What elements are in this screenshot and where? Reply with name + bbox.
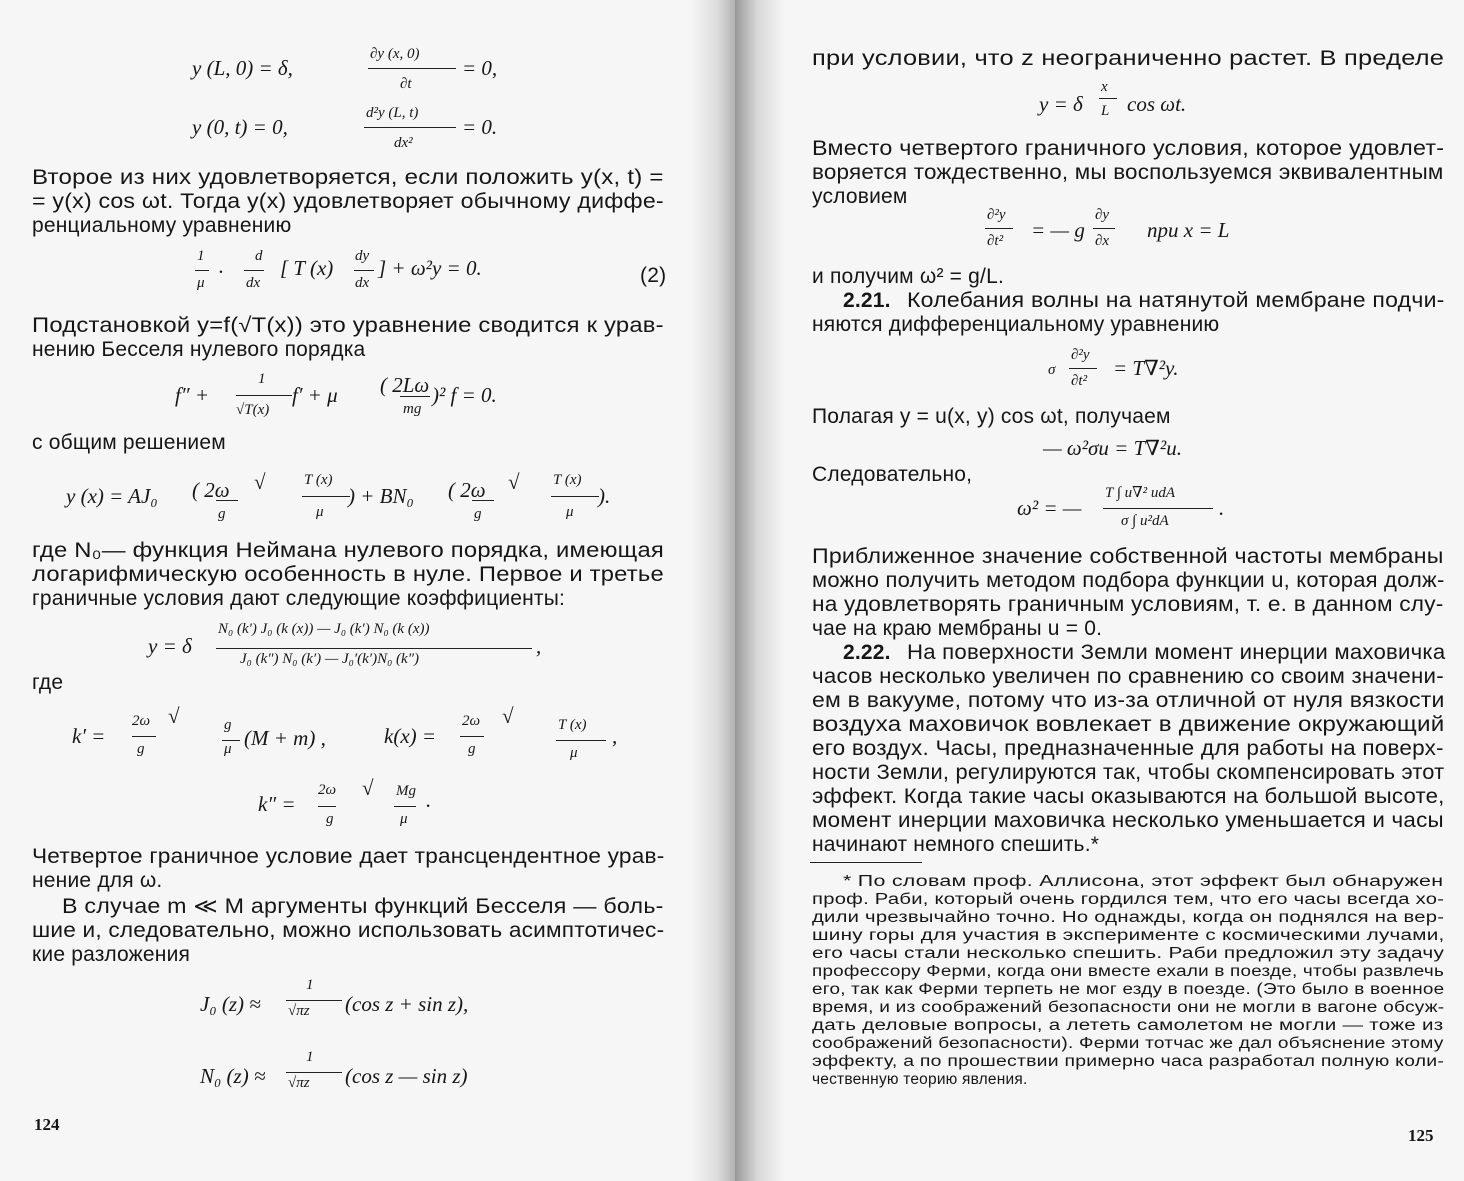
- body-line: часов несколько увеличен по сравнению со своим значени-: [812, 665, 1444, 688]
- equation-fragment: f″ +: [175, 383, 210, 407]
- body-line: Колебания волны на натянутой мембране подчи-: [907, 289, 1445, 312]
- fraction-bar: [354, 270, 374, 271]
- equation-fragment: J₀ (z) ≈: [200, 992, 261, 1016]
- footnote-line: его часы стали несколько спешить. Раби предложил эту задачу: [812, 945, 1445, 962]
- equation-fragment: — ω²σu = T∇²u.: [1043, 436, 1182, 460]
- body-line: и получим ω² = g/L.: [812, 265, 1005, 288]
- equation-fragment: k′ =: [72, 724, 106, 748]
- equation-fragment: 2ω: [318, 782, 337, 798]
- fraction-bar: [302, 496, 350, 497]
- equation-fragment: ) + BN₀: [348, 484, 414, 508]
- body-line: эффект. Когда такие часы оказываются на большой высоте,: [812, 785, 1445, 808]
- equation-fragment: d²y (L, t): [366, 105, 419, 121]
- equation-fragment: ∂x: [1095, 233, 1110, 249]
- equation-fragment: )² f = 0.: [432, 383, 497, 407]
- body-line: На поверхности Земли момент инерции маховичка: [907, 641, 1446, 664]
- equation-fragment: T ∫ u∇² udA: [1105, 485, 1176, 501]
- body-line: Приближенное значение собственной частоты мембраны: [812, 545, 1444, 568]
- equation-fragment: √πz: [288, 1003, 310, 1019]
- footnote-line: * По словам проф. Аллисона, этот эффект был обнаружен: [843, 873, 1444, 890]
- equation-fragment: σ ∫ u²dA: [1121, 513, 1169, 529]
- equation-fragment: ] + ω²y = 0.: [378, 256, 482, 280]
- equation-fragment: T (x): [304, 472, 333, 488]
- body-line: где: [32, 671, 64, 694]
- equation-fragment: μ: [316, 504, 324, 520]
- equation-fragment: μ: [566, 504, 574, 520]
- fraction-bar: [236, 395, 292, 396]
- fraction-bar: [472, 500, 494, 501]
- equation-fragment: y (L, 0) = δ,: [192, 56, 293, 80]
- equation-fragment: g: [224, 717, 232, 733]
- equation-fragment: 1: [306, 977, 314, 993]
- equation-fragment: g: [326, 811, 334, 827]
- gutter-shadow-left: [690, 0, 735, 1181]
- equation-fragment: ∂t: [400, 76, 412, 92]
- body-line: Второе из них удовлетворяется, если положить y(x, t) =: [32, 166, 664, 189]
- fraction-bar: [1069, 368, 1097, 369]
- equation-fragment: μ: [570, 745, 578, 761]
- equation-fragment: (cos z — sin z): [345, 1064, 468, 1088]
- fraction-bar: [1103, 508, 1213, 509]
- equation-fragment: = — g: [1031, 218, 1085, 242]
- equation-fragment: 1: [306, 1049, 314, 1065]
- body-line: условием: [812, 185, 908, 208]
- fraction-bar: [195, 270, 209, 271]
- equation-number: (2): [640, 264, 667, 287]
- body-line: Четвертое граничное условие дает трансцендентное урав-: [32, 845, 665, 868]
- equation-fragment: = T∇²y.: [1113, 356, 1179, 380]
- fraction-bar: [222, 740, 240, 741]
- body-line: Подстановкой y=f(√T(x)) это уравнение сводится к урав-: [32, 314, 664, 337]
- fraction-bar: [364, 127, 456, 128]
- equation-fragment: ,: [612, 724, 618, 748]
- equation-fragment: y (x) = AJ₀: [66, 484, 158, 508]
- equation-fragment: T (x): [553, 472, 582, 488]
- equation-fragment: y = δ: [1039, 92, 1083, 116]
- footnote-line: профессору Ферми, когда они вместе ехали в поезде, чтобы развлечь: [812, 963, 1445, 980]
- body-line: его воздух. Часы, предназначенные для работы на поверх-: [812, 737, 1444, 760]
- problem-number: 2.22.: [843, 641, 891, 664]
- fraction-bar: [318, 806, 336, 807]
- equation-fragment: g: [474, 506, 482, 522]
- equation-fragment: ( 2Lω: [380, 373, 430, 397]
- fraction-bar: [1093, 228, 1115, 229]
- equation-fragment: dx: [355, 275, 370, 291]
- equation-fragment: √: [168, 704, 180, 728]
- equation-fragment: √: [362, 776, 374, 800]
- equation-fragment: g: [218, 506, 226, 522]
- equation-fragment: .: [1219, 496, 1225, 520]
- equation-fragment: 2ω: [462, 713, 481, 729]
- page-number-left: 124: [34, 1115, 60, 1134]
- equation-fragment: dx: [246, 275, 261, 291]
- body-line: воздуха маховичок вовлекает в движение окружающий: [812, 713, 1445, 736]
- body-line: воряется тождественно, мы воспользуемся эквивалентным: [812, 161, 1444, 184]
- body-line: няются дифференциальному уравнению: [812, 313, 1220, 336]
- equation-fragment: √: [254, 470, 266, 494]
- equation-fragment: 1: [197, 248, 205, 264]
- fraction-bar: [556, 740, 606, 741]
- body-line: момент инерции маховичка несколько уменьшается и часы: [812, 809, 1444, 832]
- equation-fragment: √T(x): [236, 402, 270, 418]
- footnote-line: дили чрезвычайно точно. Но однажды, когда он поднялся на вер-: [812, 909, 1445, 926]
- fraction-bar: [985, 228, 1013, 229]
- equation-fragment: ∂²y: [987, 207, 1006, 223]
- body-line: ренциальному уравнению: [32, 214, 292, 237]
- equation-fragment: mg: [403, 401, 422, 417]
- equation-fragment: = 0,: [462, 56, 498, 80]
- equation-fragment: cos ωt.: [1127, 92, 1187, 116]
- page-number-right: 125: [1408, 1126, 1434, 1145]
- equation-fragment: √: [508, 470, 520, 494]
- fraction-bar: [216, 648, 532, 649]
- body-line: начинают немного спешить.*: [812, 833, 1100, 856]
- body-line: чае на краю мембраны u = 0.: [812, 617, 1103, 640]
- body-line: ем в вакууме, потому что из-за отличной от нуля вязкости: [812, 689, 1445, 712]
- body-line: при условии, что z неограниченно растет. В пределе: [812, 47, 1445, 70]
- body-line: В случае m ≪ M аргументы функций Бесселя — боль-: [62, 895, 664, 918]
- fraction-bar: [244, 270, 264, 271]
- equation-fragment: = 0.: [462, 115, 498, 139]
- body-line: логарифмическую особенность в нуле. Первое и третье: [32, 563, 664, 586]
- equation-fragment: √πz: [288, 1075, 310, 1091]
- body-line: с общим решением: [32, 431, 226, 454]
- equation-fragment: x: [1101, 79, 1108, 95]
- equation-fragment: k″ =: [258, 792, 296, 816]
- equation-fragment: ω² = —: [1017, 496, 1082, 520]
- equation-fragment: 2ω: [132, 713, 151, 729]
- equation-fragment: dx²: [394, 135, 413, 151]
- body-line: ности Земли, регулируются так, чтобы скомпенсировать этот: [812, 761, 1445, 784]
- footnote-rule: [810, 862, 922, 863]
- equation-fragment: [ T (x): [280, 256, 334, 280]
- equation-fragment: .: [426, 788, 432, 812]
- fraction-bar: [216, 500, 238, 501]
- fraction-bar: [368, 68, 456, 69]
- equation-fragment: g: [137, 741, 145, 757]
- equation-fragment: J₀ (k″) N₀ (k′) — J₀′(k′)N₀ (k″): [240, 651, 419, 667]
- right-page: [735, 0, 1464, 1181]
- fraction-bar: [551, 496, 599, 497]
- body-line: на удовлетворять граничным условиям, т. е. в данном слу-: [812, 593, 1444, 616]
- equation-fragment: k(x) =: [384, 724, 437, 748]
- body-line: нению Бесселя нулевого порядка: [32, 338, 366, 361]
- equation-fragment: σ: [1048, 362, 1056, 378]
- equation-fragment: f′ + μ: [292, 383, 338, 407]
- equation-fragment: Mg: [396, 783, 416, 799]
- body-line: нение для ω.: [32, 869, 163, 892]
- footnote-line: эффекту, а по прошествии примерно часа разработал полную коли-: [812, 1053, 1445, 1070]
- body-line: где N₀— функция Неймана нулевого порядка, имеющая: [32, 539, 665, 562]
- footnote-line: чественную теорию явления.: [812, 1071, 1028, 1088]
- footnote-line: время, и из соображений безопасности они не могли в вагоне обсуж-: [812, 999, 1445, 1016]
- body-line: шие и, следовательно, можно использовать асимптотичес-: [32, 919, 665, 942]
- body-line: Вместо четвертого граничного условия, которое удовлет-: [812, 137, 1445, 160]
- equation-fragment: ( 2ω: [192, 478, 230, 502]
- body-line: граничные условия дают следующие коэффициенты:: [32, 587, 566, 610]
- equation-fragment: g: [468, 741, 476, 757]
- fraction-bar: [132, 736, 156, 737]
- equation-fragment: L: [1101, 103, 1110, 119]
- equation-fragment: μ: [400, 811, 408, 827]
- gutter-shadow-right: [735, 0, 785, 1181]
- equation-fragment: ∂t²: [1071, 373, 1088, 389]
- body-line: Полагая y = u(x, y) cos ωt, получаем: [812, 405, 1171, 428]
- equation-fragment: y = δ: [148, 634, 192, 658]
- equation-fragment: ∂²y: [1071, 347, 1090, 363]
- equation-fragment: ·: [218, 260, 224, 284]
- body-line: Следовательно,: [812, 463, 973, 486]
- fraction-bar: [460, 736, 484, 737]
- equation-fragment: ∂t²: [987, 233, 1004, 249]
- body-line: кие разложения: [32, 943, 191, 966]
- equation-fragment: d: [255, 248, 263, 264]
- equation-fragment: √: [502, 704, 514, 728]
- equation-fragment: ,: [536, 634, 542, 658]
- equation-fragment: 1: [258, 371, 266, 387]
- equation-fragment: N₀ (k′) J₀ (k (x)) — J₀ (k′) N₀ (k (x)): [218, 621, 430, 637]
- fraction-bar: [286, 1000, 342, 1001]
- body-line: = y(x) cos ωt. Тогда y(x) удовлетворяет обычному диффе-: [32, 190, 664, 213]
- equation-fragment: μ: [224, 741, 232, 757]
- equation-fragment: T (x): [558, 717, 587, 733]
- equation-fragment: y (0, t) = 0,: [192, 115, 288, 139]
- equation-fragment: при x = L: [1147, 218, 1230, 242]
- equation-fragment: ).: [598, 484, 611, 508]
- equation-fragment: ( 2ω: [448, 478, 486, 502]
- equation-fragment: μ: [197, 275, 205, 291]
- footnote-line: шину горы для участия в эксперименте с космическими лучами,: [812, 927, 1445, 944]
- equation-fragment: (cos z + sin z),: [345, 992, 469, 1016]
- equation-fragment: ∂y (x, 0): [370, 46, 420, 62]
- problem-number: 2.21.: [843, 289, 891, 312]
- footnote-line: его, так как Ферми терпеть не мог езду в поезде. (Это было в военное: [812, 981, 1445, 998]
- fraction-bar: [1099, 98, 1117, 99]
- body-line: можно получить методом подбора функции u, которая долж-: [812, 569, 1445, 592]
- footnote-line: проф. Раби, который очень гордился тем, что его часы всегда хо-: [812, 891, 1445, 908]
- footnote-line: дать деловые вопросы, а лететь самолетом не могли — тоже из: [812, 1017, 1444, 1034]
- equation-fragment: dy: [355, 248, 370, 264]
- fraction-bar: [394, 806, 416, 807]
- equation-fragment: N₀ (z) ≈: [200, 1064, 266, 1088]
- fraction-bar: [400, 396, 430, 397]
- fraction-bar: [286, 1072, 342, 1073]
- equation-fragment: (M + m) ,: [244, 726, 326, 750]
- equation-fragment: ∂y: [1095, 207, 1110, 223]
- footnote-line: соображений безопасности). Ферми тотчас же дал объяснение этому: [812, 1035, 1444, 1052]
